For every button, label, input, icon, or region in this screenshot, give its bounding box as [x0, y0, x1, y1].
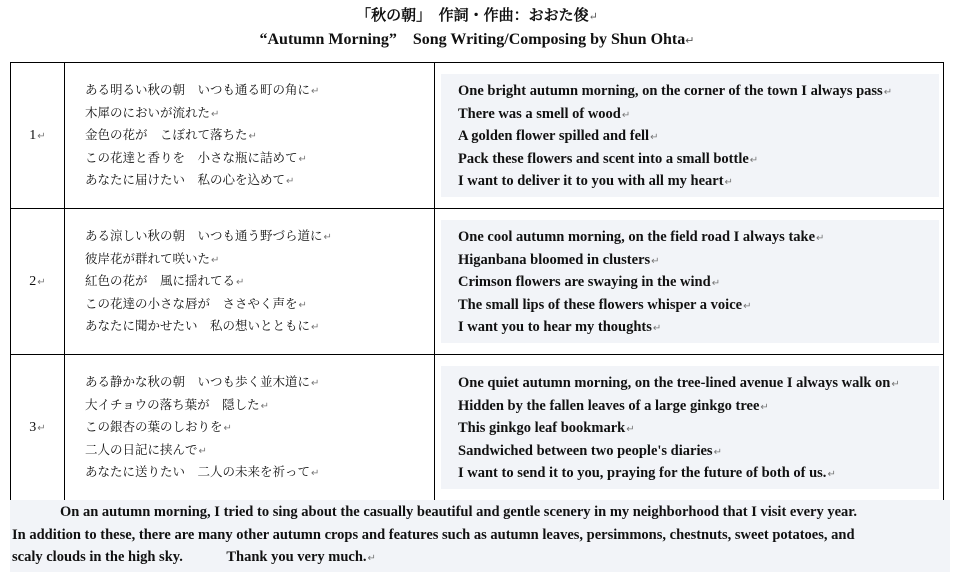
- japanese-lyric-line: 二人の日記に挟んで↵: [85, 441, 207, 457]
- japanese-lyrics-cell: [65, 355, 435, 501]
- english-lyrics-cell: [435, 355, 944, 501]
- verse-number: 1↵: [11, 63, 65, 209]
- japanese-lyric-line: ある明るい秋の朝 いつも通る町の角に↵: [85, 82, 320, 98]
- english-lyric-line: The small lips of these flowers whisper a voice↵: [458, 296, 752, 313]
- japanese-lyrics-cell: [65, 63, 435, 209]
- japanese-lyric-line: ある静かな秋の朝 いつも歩く並木道に↵: [85, 374, 320, 390]
- japanese-lyric-line: あなたに送りたい 二人の未来を祈って↵: [85, 464, 320, 480]
- english-lyric-line: One cool autumn morning, on the field road I always take↵: [458, 229, 825, 246]
- japanese-lyric-line: この花達と香りを 小さな瓶に詰めて↵: [85, 149, 307, 165]
- english-lyric-line: Sandwiched between two people's diaries↵: [458, 442, 722, 459]
- english-lyrics-cell: [435, 209, 944, 355]
- japanese-lyric-line: この銀杏の葉のしおりを↵: [85, 419, 232, 435]
- english-lyric-line: A golden flower spilled and fell↵: [458, 128, 659, 145]
- english-lyric-line: I want to send it to you, praying for the future of both of us.↵: [458, 465, 836, 482]
- english-lyric-line: Higanbana bloomed in clusters↵: [458, 251, 660, 268]
- english-lyric-line: There was a smell of wood↵: [458, 105, 631, 122]
- japanese-lyric-line: 紅色の花が 風に揺れてる↵: [85, 273, 245, 289]
- english-lyric-line: This ginkgo leaf bookmark↵: [458, 420, 635, 437]
- english-lyric-line: Hidden by the fallen leaves of a large ginkgo tree↵: [458, 397, 769, 414]
- closing-note-line-3: scaly clouds in the high sky. Thank you very much.↵: [12, 549, 376, 565]
- closing-note: [10, 500, 950, 572]
- english-lyric-line: One bright autumn morning, on the corner of the town I always pass↵: [458, 83, 893, 100]
- verse-row: [11, 355, 944, 501]
- verse-number: 3↵: [11, 355, 65, 501]
- english-lyric-line: One quiet autumn morning, on the tree-lined avenue I always walk on↵: [458, 375, 900, 392]
- japanese-lyric-line: 彼岸花が群れて咲いた↵: [85, 250, 220, 266]
- japanese-lyric-line: あなたに聞かせたい 私の想いとともに↵: [85, 318, 320, 334]
- japanese-lyric-line: あなたに届けたい 私の心を込めて↵: [85, 172, 295, 188]
- japanese-lyric-line: ある涼しい秋の朝 いつも通う野づら道に↵: [85, 228, 332, 244]
- closing-note-line-1: On an autumn morning, I tried to sing about the casually beautiful and gentle scenery in my neighborhood that I visit every year.: [60, 504, 858, 520]
- verse-number: 2↵: [11, 209, 65, 355]
- japanese-lyrics-cell: [65, 209, 435, 355]
- english-lyric-line: Pack these flowers and scent into a small bottle↵: [458, 150, 759, 167]
- english-lyric-line: I want to deliver it to you with all my heart↵: [458, 173, 733, 190]
- title-japanese: 「秋の朝」 作詞・作曲：おおた俊↵: [356, 6, 598, 24]
- closing-note-line-2: In addition to these, there are many other autumn crops and features such as autumn leaves, persimmons, chestnuts, sweet potatoes, and: [12, 526, 855, 543]
- verse-row: [11, 63, 944, 209]
- japanese-lyric-line: 木犀のにおいが流れた↵: [85, 104, 220, 120]
- english-lyric-line: Crimson flowers are swaying in the wind↵: [458, 274, 721, 291]
- japanese-lyric-line: 大イチョウの落ち葉が 隠した↵: [85, 396, 270, 412]
- lyrics-table: [10, 62, 944, 501]
- english-lyrics-cell: [435, 63, 944, 209]
- japanese-lyric-line: この花達の小さな唇が ささやく声を↵: [85, 295, 307, 311]
- english-lyric-line: I want you to hear my thoughts↵: [458, 319, 662, 336]
- japanese-lyric-line: 金色の花が こぼれて落ちた↵: [85, 127, 257, 143]
- verse-row: [11, 209, 944, 355]
- title-english: “Autumn Morning” Song Writing/Composing by Shun Ohta↵: [259, 31, 695, 48]
